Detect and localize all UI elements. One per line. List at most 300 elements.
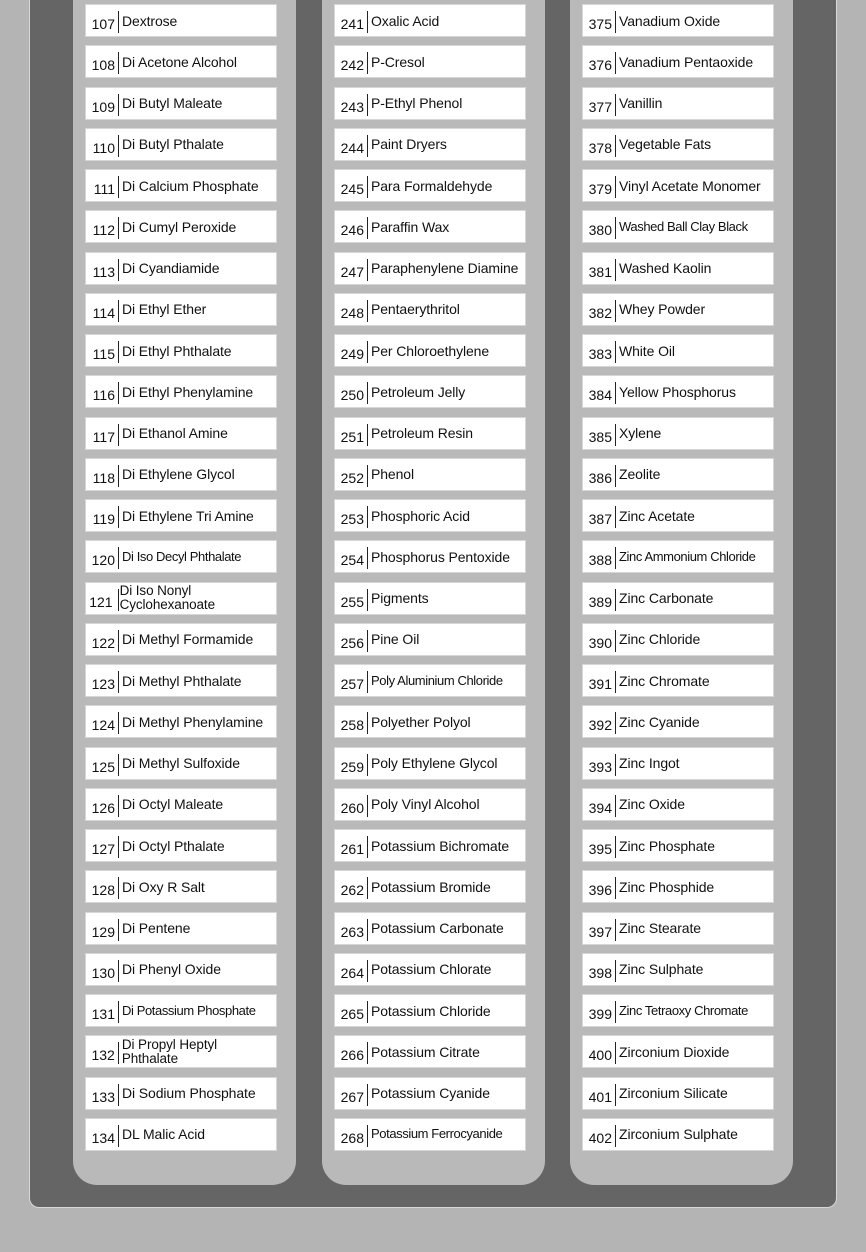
item-divider <box>367 630 368 652</box>
item-divider <box>367 877 368 899</box>
item-divider <box>615 1042 616 1064</box>
item-number: 380 <box>588 222 612 239</box>
item-number: 122 <box>91 634 115 651</box>
item-name: Zirconium Silicate <box>619 1085 728 1101</box>
item-number: 392 <box>588 717 612 734</box>
item-number: 376 <box>588 57 612 74</box>
item-number: 111 <box>93 181 115 197</box>
list-item <box>582 870 774 903</box>
item-number: 113 <box>92 263 115 280</box>
item-name: Pentaerythritol <box>371 301 460 318</box>
item-number: 391 <box>588 676 612 692</box>
item-divider <box>615 465 616 487</box>
item-number: 127 <box>91 841 115 857</box>
item-name: Yellow Phosphorus <box>619 383 736 400</box>
item-name: Vanillin <box>619 95 663 111</box>
list-item <box>85 1035 277 1068</box>
list-item <box>334 582 526 615</box>
item-divider <box>615 877 616 899</box>
list-item <box>582 169 774 202</box>
item-name: Di Methyl Sulfoxide <box>122 755 240 771</box>
list-item <box>582 458 774 491</box>
item-number: 121 <box>89 593 113 610</box>
item-number: 248 <box>340 304 364 321</box>
item-name: Di Potassium Phosphate <box>122 1002 256 1018</box>
item-number: 115 <box>92 346 115 362</box>
item-name: Di Ethanol Amine <box>122 425 228 441</box>
item-name: Dextrose <box>122 12 178 29</box>
item-name: Di Methyl Phthalate <box>122 672 242 689</box>
list-item <box>334 1077 526 1110</box>
item-name: Di Oxy R Salt <box>122 878 205 895</box>
item-divider <box>118 877 119 899</box>
item-name: Di Calcium Phosphate <box>122 177 259 194</box>
item-divider <box>367 1125 368 1147</box>
item-name: Potassium Bichromate <box>371 837 510 854</box>
item-name: Vinyl Acetate Monomer <box>619 177 761 194</box>
item-divider <box>118 1042 119 1064</box>
list-item <box>582 540 774 573</box>
item-number: 395 <box>588 841 612 857</box>
item-number: 110 <box>92 139 115 156</box>
item-number: 125 <box>91 758 115 775</box>
item-divider <box>367 465 368 487</box>
item-number: 250 <box>340 387 364 404</box>
list-item <box>334 953 526 986</box>
list-item <box>334 705 526 738</box>
list-item <box>582 210 774 243</box>
list-item <box>334 252 526 285</box>
list-item <box>85 912 277 945</box>
item-number: 256 <box>340 634 364 651</box>
item-divider <box>118 382 119 404</box>
item-name: Poly Aluminium Chloride <box>371 672 503 688</box>
list-item <box>334 623 526 656</box>
item-name: Di Iso Nonyl Cyclohexanoate <box>119 583 215 612</box>
list-item <box>85 499 277 532</box>
item-divider <box>615 1084 616 1106</box>
item-number: 118 <box>92 469 115 486</box>
item-name: Zinc Acetate <box>619 507 695 524</box>
list-item <box>334 788 526 821</box>
item-number: 119 <box>92 511 115 527</box>
item-number: 263 <box>340 923 364 940</box>
item-name: Zinc Phosphide <box>619 878 715 895</box>
list-item <box>582 499 774 532</box>
item-number: 259 <box>340 758 364 775</box>
item-name: Zinc Chloride <box>619 631 701 648</box>
item-name: Zinc Tetraoxy Chromate <box>619 1002 748 1018</box>
list-item <box>85 870 277 903</box>
item-name: Potassium Chlorate <box>371 961 492 978</box>
item-divider <box>615 1001 616 1023</box>
item-number: 245 <box>340 181 364 197</box>
item-name: Whey Powder <box>619 301 706 318</box>
item-name: Di Pentene <box>122 920 191 936</box>
list-item <box>582 705 774 738</box>
item-name: Zinc Chromate <box>619 672 710 689</box>
item-name: Di Sodium Phosphate <box>122 1085 256 1101</box>
item-divider <box>367 589 368 611</box>
item-name: Phosphorus Pentoxide <box>371 548 510 565</box>
item-number: 255 <box>340 593 364 610</box>
item-name: Di Phenyl Oxide <box>122 961 221 978</box>
item-number: 252 <box>340 469 364 486</box>
list-item <box>334 4 526 37</box>
item-divider <box>367 11 368 33</box>
item-divider <box>118 754 119 776</box>
list-item <box>582 623 774 656</box>
item-divider <box>367 259 368 281</box>
item-name: Potassium Chloride <box>371 1002 491 1019</box>
list-item <box>334 994 526 1027</box>
list-item <box>334 1118 526 1151</box>
item-divider <box>367 135 368 157</box>
item-divider <box>367 754 368 776</box>
item-divider <box>367 382 368 404</box>
list-item <box>582 128 774 161</box>
list-item <box>582 87 774 120</box>
item-number: 120 <box>91 552 115 569</box>
item-divider <box>367 506 368 528</box>
item-name: Pigments <box>371 590 429 606</box>
item-divider <box>367 1084 368 1106</box>
item-name: Di Propyl Heptyl Phthalate <box>121 1036 218 1066</box>
item-number: 396 <box>588 882 612 899</box>
item-number: 265 <box>340 1006 364 1022</box>
list-item <box>85 747 277 780</box>
list-item <box>85 664 277 697</box>
list-item <box>582 252 774 285</box>
item-number: 253 <box>340 511 364 527</box>
item-name: Di Acetone Alcohol <box>122 53 237 70</box>
item-number: 382 <box>588 304 612 321</box>
item-name: Vanadium Pentaoxide <box>619 53 754 70</box>
item-name: Vegetable Fats <box>619 136 711 153</box>
item-name: Paint Dryers <box>371 136 447 153</box>
item-number: 246 <box>340 222 364 239</box>
item-name: Para Formaldehyde <box>371 177 493 194</box>
list-item <box>582 417 774 450</box>
item-number: 394 <box>588 799 612 816</box>
item-name: Zinc Sulphate <box>619 961 704 978</box>
item-name: Xylene <box>619 425 662 441</box>
item-number: 378 <box>588 139 612 156</box>
list-item <box>582 747 774 780</box>
item-divider <box>367 1001 368 1023</box>
item-divider <box>118 795 119 817</box>
list-item <box>582 45 774 78</box>
item-divider <box>615 176 616 198</box>
product-list <box>85 4 277 1159</box>
item-divider <box>118 1084 119 1106</box>
list-item <box>85 1118 277 1151</box>
list-item <box>334 458 526 491</box>
item-number: 381 <box>588 263 612 280</box>
item-name: Oxalic Acid <box>371 12 440 29</box>
item-name: Poly Ethylene Glycol <box>371 755 498 771</box>
item-number: 386 <box>588 469 612 486</box>
item-name: Paraffin Wax <box>371 218 450 235</box>
item-name: Zinc Stearate <box>619 920 701 936</box>
list-item <box>334 210 526 243</box>
item-name: Potassium Bromide <box>371 878 491 895</box>
list-item <box>334 293 526 326</box>
item-name: Di Cyandiamide <box>122 260 220 276</box>
item-number: 390 <box>588 634 612 651</box>
item-number: 109 <box>91 98 115 115</box>
item-name: Zeolite <box>619 466 661 483</box>
item-divider <box>118 960 119 982</box>
list-item <box>582 334 774 367</box>
item-number: 262 <box>340 882 364 899</box>
item-divider <box>118 300 119 322</box>
item-number: 388 <box>588 552 612 569</box>
item-divider <box>615 135 616 157</box>
list-item <box>85 169 277 202</box>
list-item <box>85 540 277 573</box>
item-number: 379 <box>588 181 612 197</box>
list-item <box>85 128 277 161</box>
item-number: 124 <box>91 717 115 734</box>
item-name: Di Ethyl Phenylamine <box>122 383 254 400</box>
item-name: Di Octyl Pthalate <box>122 837 225 854</box>
item-divider <box>615 1125 616 1147</box>
item-divider <box>615 630 616 652</box>
product-list <box>582 4 774 1159</box>
item-number: 134 <box>91 1129 115 1146</box>
item-number: 108 <box>91 57 115 74</box>
item-number: 385 <box>588 428 612 445</box>
list-item <box>582 664 774 697</box>
list-item <box>85 210 277 243</box>
item-name: P-Cresol <box>371 53 425 70</box>
list-item <box>334 169 526 202</box>
item-name: Di Octyl Maleate <box>122 796 224 813</box>
item-number: 257 <box>340 676 364 692</box>
item-divider <box>118 547 119 569</box>
item-name: Zinc Ingot <box>619 755 680 771</box>
list-item <box>85 829 277 862</box>
item-number: 131 <box>91 1006 115 1022</box>
item-number: 267 <box>340 1088 364 1105</box>
item-name: Di Ethyl Ether <box>122 301 207 318</box>
item-divider <box>367 300 368 322</box>
item-divider <box>118 94 119 116</box>
item-divider <box>367 547 368 569</box>
list-item <box>334 664 526 697</box>
item-name: Zinc Ammonium Chloride <box>619 548 756 564</box>
item-number: 129 <box>91 923 115 940</box>
item-divider <box>615 94 616 116</box>
item-divider <box>367 424 368 446</box>
item-name: Pine Oil <box>371 631 420 648</box>
item-name: Di Butyl Maleate <box>122 95 223 111</box>
item-divider <box>118 712 119 734</box>
item-divider <box>615 300 616 322</box>
list-item <box>582 829 774 862</box>
item-number: 242 <box>340 57 364 74</box>
item-number: 402 <box>588 1129 612 1146</box>
list-item <box>334 1035 526 1068</box>
item-divider <box>118 52 119 74</box>
item-name: Petroleum Jelly <box>371 383 466 400</box>
item-number: 398 <box>588 964 612 981</box>
item-name: Poly Vinyl Alcohol <box>371 796 480 813</box>
item-divider <box>118 506 119 528</box>
item-name: White Oil <box>619 342 675 359</box>
item-number: 387 <box>588 511 612 527</box>
item-divider <box>367 52 368 74</box>
item-number: 112 <box>92 222 115 239</box>
list-item <box>85 334 277 367</box>
item-number: 393 <box>588 758 612 775</box>
item-divider <box>615 341 616 363</box>
list-item <box>582 1118 774 1151</box>
item-name: Di Butyl Pthalate <box>122 136 224 153</box>
list-item <box>582 912 774 945</box>
list-item <box>85 623 277 656</box>
list-item <box>85 994 277 1027</box>
item-number: 375 <box>588 16 612 32</box>
list-item <box>85 705 277 738</box>
list-item <box>85 252 277 285</box>
item-divider <box>615 919 616 941</box>
item-number: 384 <box>588 387 612 404</box>
item-name: Paraphenylene Diamine <box>371 260 519 276</box>
item-divider <box>367 94 368 116</box>
item-divider <box>367 919 368 941</box>
item-number: 266 <box>340 1047 364 1064</box>
item-name: Washed Ball Clay Black <box>619 218 748 234</box>
item-name: P-Ethyl Phenol <box>371 95 463 111</box>
item-name: Di Ethylene Glycol <box>122 466 235 483</box>
item-divider <box>367 671 368 693</box>
item-divider <box>615 217 616 239</box>
item-number: 261 <box>340 841 364 857</box>
item-divider <box>118 1001 119 1023</box>
list-item <box>334 870 526 903</box>
list-item <box>334 87 526 120</box>
item-divider <box>367 341 368 363</box>
item-number: 243 <box>340 98 364 115</box>
item-divider <box>118 671 119 693</box>
item-number: 126 <box>91 799 115 816</box>
item-number: 251 <box>340 428 364 445</box>
product-column-1 <box>73 0 296 1185</box>
list-item <box>85 45 277 78</box>
item-name: Phenol <box>371 466 414 483</box>
list-item <box>582 4 774 37</box>
item-divider <box>118 836 119 858</box>
item-number: 132 <box>91 1047 115 1064</box>
item-number: 268 <box>340 1129 364 1146</box>
item-number: 264 <box>340 964 364 981</box>
item-name: Zinc Oxide <box>619 796 685 813</box>
list-item <box>85 953 277 986</box>
item-divider <box>615 259 616 281</box>
item-name: Zinc Carbonate <box>619 590 714 606</box>
item-divider <box>615 712 616 734</box>
product-column-2 <box>322 0 545 1185</box>
item-name: Petroleum Resin <box>371 425 473 441</box>
list-item <box>85 4 277 37</box>
list-item <box>582 1035 774 1068</box>
item-number: 249 <box>340 346 364 362</box>
item-number: 107 <box>91 16 115 32</box>
list-item <box>334 499 526 532</box>
list-item <box>85 417 277 450</box>
list-item <box>85 375 277 408</box>
item-name: Potassium Ferrocyanide <box>371 1126 503 1142</box>
item-divider <box>118 217 119 239</box>
item-number: 254 <box>340 552 364 569</box>
item-divider <box>118 176 119 198</box>
list-item <box>334 334 526 367</box>
list-item <box>582 788 774 821</box>
item-divider <box>118 919 119 941</box>
list-item <box>85 1077 277 1110</box>
item-divider <box>118 259 119 281</box>
list-item <box>85 458 277 491</box>
item-name: Di Methyl Phenylamine <box>122 713 264 730</box>
item-name: Washed Kaolin <box>619 260 712 276</box>
list-item <box>582 994 774 1027</box>
item-name: Potassium Carbonate <box>371 920 504 936</box>
item-divider <box>615 547 616 569</box>
item-divider <box>615 424 616 446</box>
list-item <box>582 953 774 986</box>
item-number: 116 <box>92 387 115 404</box>
item-divider <box>118 465 119 487</box>
item-divider <box>615 589 616 611</box>
item-name: Di Cumyl Peroxide <box>122 218 237 235</box>
item-number: 383 <box>588 346 612 362</box>
item-name: Di Methyl Formamide <box>122 631 254 648</box>
item-divider <box>367 1042 368 1064</box>
item-name: Potassium Citrate <box>371 1043 480 1060</box>
item-divider <box>367 176 368 198</box>
list-item <box>334 128 526 161</box>
item-name: Zirconium Sulphate <box>619 1126 738 1143</box>
list-item <box>334 45 526 78</box>
list-item <box>85 582 277 615</box>
item-number: 133 <box>91 1088 115 1105</box>
item-number: 401 <box>588 1088 612 1105</box>
item-number: 389 <box>588 593 612 610</box>
item-divider <box>615 960 616 982</box>
item-name: Zirconium Dioxide <box>619 1043 730 1060</box>
item-divider <box>615 671 616 693</box>
list-item <box>85 87 277 120</box>
item-name: DL Malic Acid <box>122 1126 205 1143</box>
item-name: Per Chloroethylene <box>371 342 490 359</box>
list-item <box>334 829 526 862</box>
item-number: 260 <box>340 799 364 816</box>
item-number: 244 <box>340 139 364 156</box>
list-item <box>334 375 526 408</box>
item-name: Di Iso Decyl Phthalate <box>122 548 242 564</box>
item-number: 128 <box>91 882 115 899</box>
item-name: Di Ethylene Tri Amine <box>122 507 254 524</box>
item-number: 241 <box>340 16 364 32</box>
list-item <box>582 1077 774 1110</box>
list-item <box>334 747 526 780</box>
list-item <box>85 293 277 326</box>
list-item <box>582 293 774 326</box>
list-item <box>85 788 277 821</box>
item-name: Polyether Polyol <box>371 713 471 730</box>
